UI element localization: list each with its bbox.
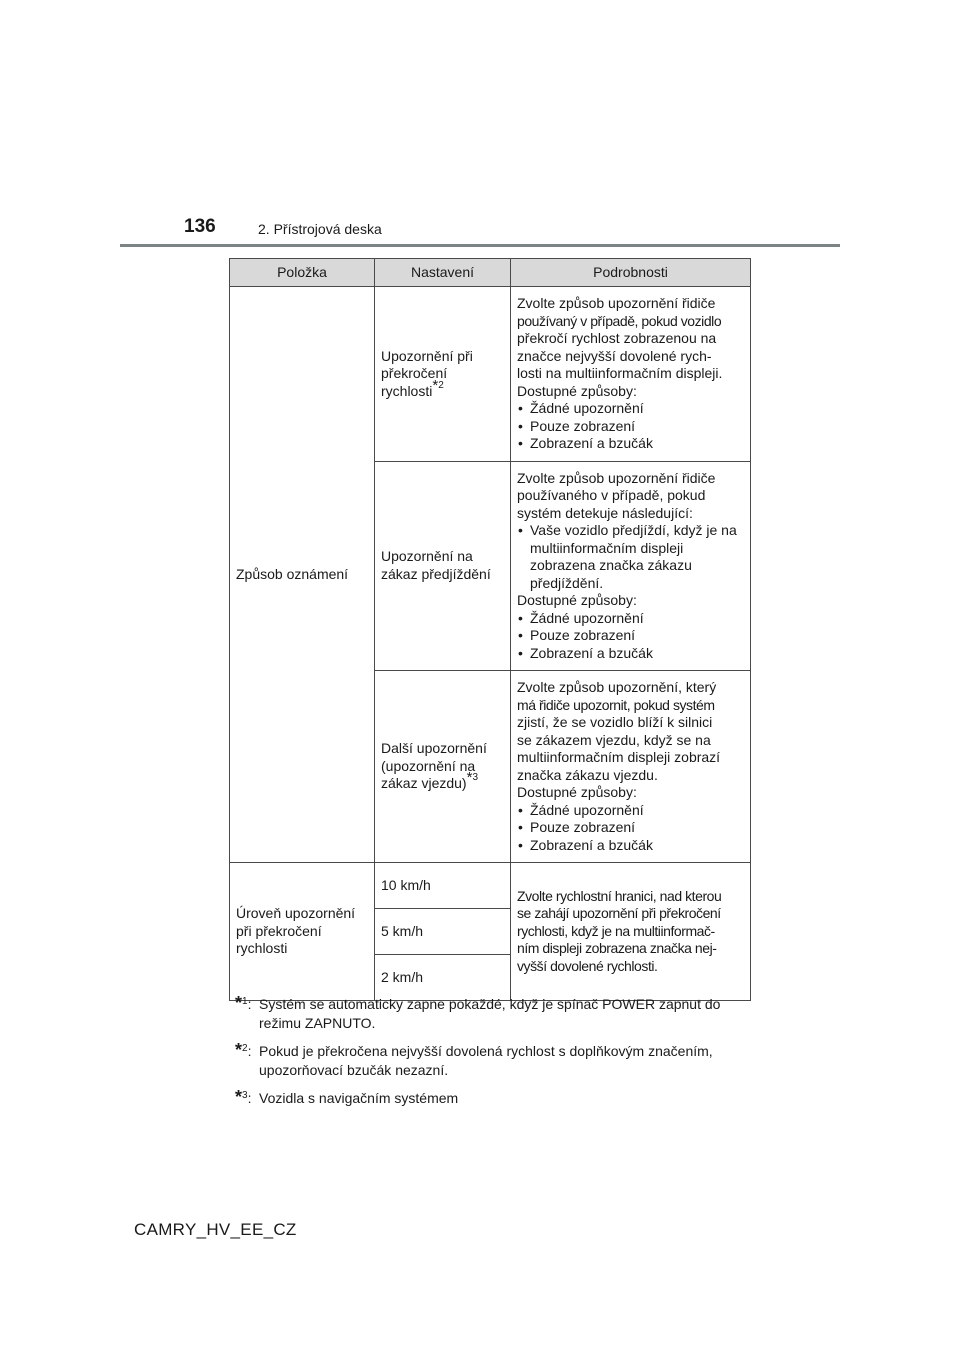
detail-line: Dostupné způsoby: [517, 784, 637, 800]
column-header-item: Položka [230, 259, 375, 287]
detail-line: multiinformačním displeji zobrazí [517, 749, 721, 765]
list-item: • Žádné upozornění [517, 400, 744, 418]
detail-line: Zvolte způsob upozornění řidiče [517, 295, 716, 311]
list-item: • Pouze zobrazení [517, 819, 744, 837]
detail-line: Zvolte způsob upozornění, který [517, 679, 717, 695]
list-item: • Zobrazení a bzučák [517, 837, 744, 855]
detail-line: rychlosti, když je na multiinformač- [517, 922, 715, 939]
detail-line: používaný v případě, pokud vozidlo [517, 312, 722, 329]
footnote [235, 1089, 755, 1108]
header-divider [120, 244, 840, 247]
footnotes [235, 995, 755, 1117]
detail-line: ním displeji zobrazena značka nej- [517, 940, 717, 957]
list-item: • Zobrazení a bzučák [517, 645, 744, 663]
footnote-marker: *$^2$: [235, 1040, 252, 1060]
setting-label: Další upozornění (upozornění na zákaz vjezdu) [381, 740, 487, 792]
footnote-ref: *2 [432, 376, 444, 394]
details-no-overtaking [511, 461, 751, 671]
detail-line: značce nejvyšší dovolené rych- [517, 347, 712, 364]
list-item: • Pouze zobrazení [517, 627, 744, 645]
footnote-text: Systém se automaticky zapne pokaždé, když je spínač POWER zapnut do režimu ZAPNUTO. [259, 996, 721, 1031]
list-item: • Vaše vozidlo předjíždí, když je na multiinformačním displeji zobrazena značka zákazu předjíždění. [517, 522, 744, 592]
details-speed-warning [511, 287, 751, 462]
setting-option: 5 km/h [375, 909, 511, 955]
setting-option: 2 km/h [375, 955, 511, 1001]
detail-line: losti na multiinformačním displeji. [517, 365, 723, 381]
item-notification-method: Způsob oznámení [230, 287, 375, 863]
method-list [517, 400, 744, 453]
column-header-details: Podrobnosti [511, 259, 751, 287]
setting-no-overtaking: Upozornění na zákaz předjíždění [375, 461, 511, 671]
footnote-text: Pokud je překročena nejvyšší dovolená rychlost s doplňkovým značením, upozorňovací bzučák nezazní. [259, 1043, 713, 1078]
detail-line: systém detekuje následující: [517, 504, 693, 521]
detail-line: Dostupné způsoby: [517, 382, 637, 399]
setting-label: Upozornění při překročení rychlosti [381, 347, 473, 399]
detail-line: vyšší dovolené rychlosti. [517, 957, 658, 974]
list-item: • Pouze zobrazení [517, 418, 744, 436]
item-speed-warning-level: Úroveň upozornění při překročení rychlosti [230, 863, 375, 1001]
footnote-text: Vozidla s navigačním systémem [259, 1090, 459, 1106]
details-speed-level [511, 863, 751, 1001]
footnote-marker: *$^3$: [235, 1087, 252, 1107]
table-row [230, 287, 751, 462]
footnote-marker: *$^1$: [235, 993, 252, 1013]
detail-line: používaného v případě, pokud [517, 487, 706, 503]
list-item: • Žádné upozornění [517, 610, 744, 628]
details-no-entry [511, 671, 751, 863]
detail-line: Dostupné způsoby: [517, 592, 637, 608]
section-title: 2. Přístrojová deska [258, 221, 382, 237]
page-number: 136 [184, 216, 216, 237]
list-item: • Zobrazení a bzučák [517, 435, 744, 453]
setting-no-entry [375, 671, 511, 863]
method-list [517, 802, 744, 855]
footnote [235, 995, 755, 1033]
condition-list [517, 522, 744, 592]
column-header-setting: Nastavení [375, 259, 511, 287]
detail-line: zjistí, že se vozidlo blíží k silnici [517, 714, 713, 730]
table-header-row [230, 259, 751, 287]
document-code: CAMRY_HV_EE_CZ [134, 1220, 297, 1239]
method-list [517, 610, 744, 663]
settings-table [229, 258, 751, 1001]
setting-option: 10 km/h [375, 863, 511, 909]
detail-line: má řidiče upozornit, pokud systém [517, 696, 715, 713]
table-row [230, 863, 751, 909]
detail-line: se zákazem vjezdu, když se na [517, 731, 711, 748]
setting-speed-warning [375, 287, 511, 462]
list-item: • Žádné upozornění [517, 802, 744, 820]
footnote-ref: *3 [466, 769, 478, 787]
detail-line: překročí rychlost zobrazenou na [517, 330, 717, 346]
detail-line: Zvolte způsob upozornění řidiče [517, 469, 716, 486]
detail-line: Zvolte rychlostní hranici, nad kterou [517, 887, 722, 904]
detail-line: značka zákazu vjezdu. [517, 766, 658, 783]
detail-line: se zahájí upozornění při překročení [517, 905, 721, 922]
footnote [235, 1042, 755, 1080]
